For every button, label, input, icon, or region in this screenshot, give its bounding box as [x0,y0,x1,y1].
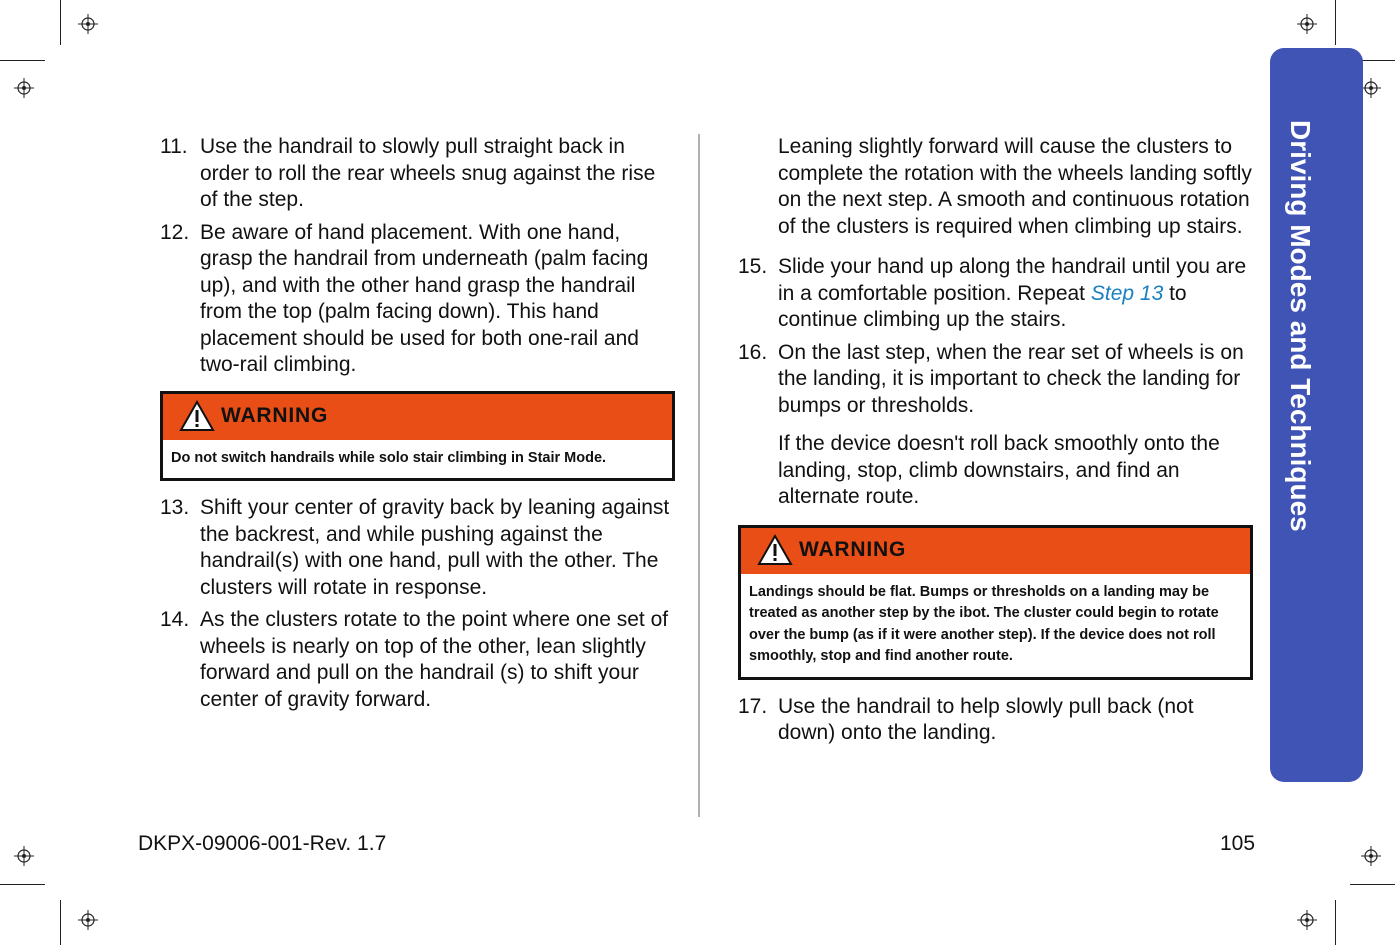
page-number: 105 [1220,832,1256,855]
warning-text: Landings should be flat. Bumps or thresholds on a landing may be treated as another step by the ibot. The cluster could begin to rotate over the bump (as if it were another step). If the device does not roll smoothly, stop and find another route. [749,583,1219,664]
step-13-link[interactable]: Step 13 [1090,281,1164,305]
step-number: 13. [160,496,190,519]
step-14-continuation: Leaning slightly forward will cause the clusters to complete the rotation with the wheels landing softly on the next step. A smooth and continuous rotation of the clusters is required when climbing up stairs. [778,135,1252,238]
step-text: Be aware of hand placement. With one hand, grasp the handrail from underneath (palm facing up), and with the other hand grasp the handrail from the top (palm facing down). This hand placement should be used for both one-rail and two-rail climbing. [200,220,649,376]
crop-mark [60,900,61,945]
step-text: Use the handrail to slowly pull straight back in order to roll the rear wheels snug against the rise of the step. [200,135,656,211]
step-text: On the last step, when the rear set of wheels is on the landing, it is important to check the landing for bumps or thresholds. [778,340,1244,417]
registration-target-icon [14,78,34,98]
step-14 [160,607,675,713]
warning-header [741,528,1250,574]
step-17 [738,694,1253,747]
crop-mark [1335,900,1336,945]
crop-mark [0,884,45,885]
warning-text: Do not switch handrails while solo stair climbing in Stair Mode. [171,449,607,466]
step-text: Shift your center of gravity back by leaning against the backrest, and while pushing against the handrail(s) with one hand, pull with the other. The clusters will rotate in response. [200,496,670,599]
registration-target-icon [1297,910,1317,930]
warning-triangle-icon [179,400,215,432]
warning-header [163,394,672,440]
step-number: 14. [160,608,190,631]
registration-target-icon [78,910,98,930]
section-tab-label: Driving Modes and Techniques [1285,120,1316,532]
registration-target-icon [1361,846,1381,866]
warning-box-landings [738,525,1253,680]
step-16-note: If the device doesn't roll back smoothly onto the landing, stop, climb downstairs, and find an alternate route. [778,432,1220,508]
step-number: 11. [160,135,188,158]
step-number: 17. [738,694,768,718]
column-divider [698,134,700,817]
warning-box-handrails [160,391,675,482]
crop-mark [60,0,61,45]
registration-target-icon [78,14,98,34]
step-13 [160,495,675,601]
step-number: 12. [160,220,190,244]
step-text: As the clusters rotate to the point where one set of wheels is nearly on top of the other, lean slightly forward and pull on the handrail (s) to shift your center of gravity forward. [200,608,669,711]
crop-mark [1335,0,1336,45]
left-column [160,134,675,719]
section-tab [1270,48,1363,782]
step-12 [160,220,675,379]
step-15 [738,254,1253,334]
step-text: to continue climbing up the stairs. [778,281,1187,331]
step-text: Slide your hand up along the handrail until you are in a comfortable position. Repeat [778,255,1247,305]
step-11 [160,134,675,214]
step-number: 16. [738,340,768,364]
crop-mark [0,60,45,61]
document-id: DKPX-09006-001-Rev. 1.7 [138,832,387,855]
warning-triangle-icon [757,534,793,566]
registration-target-icon [14,846,34,866]
registration-target-icon [1361,78,1381,98]
step-number: 15. [738,255,768,278]
step-16 [738,340,1253,420]
step-text: Use the handrail to help slowly pull back (not down) onto the landing. [778,694,1194,744]
right-column [738,134,1253,753]
crop-mark [1350,884,1395,885]
warning-title: WARNING [221,403,329,427]
registration-target-icon [1297,14,1317,34]
warning-title: WARNING [799,537,907,561]
